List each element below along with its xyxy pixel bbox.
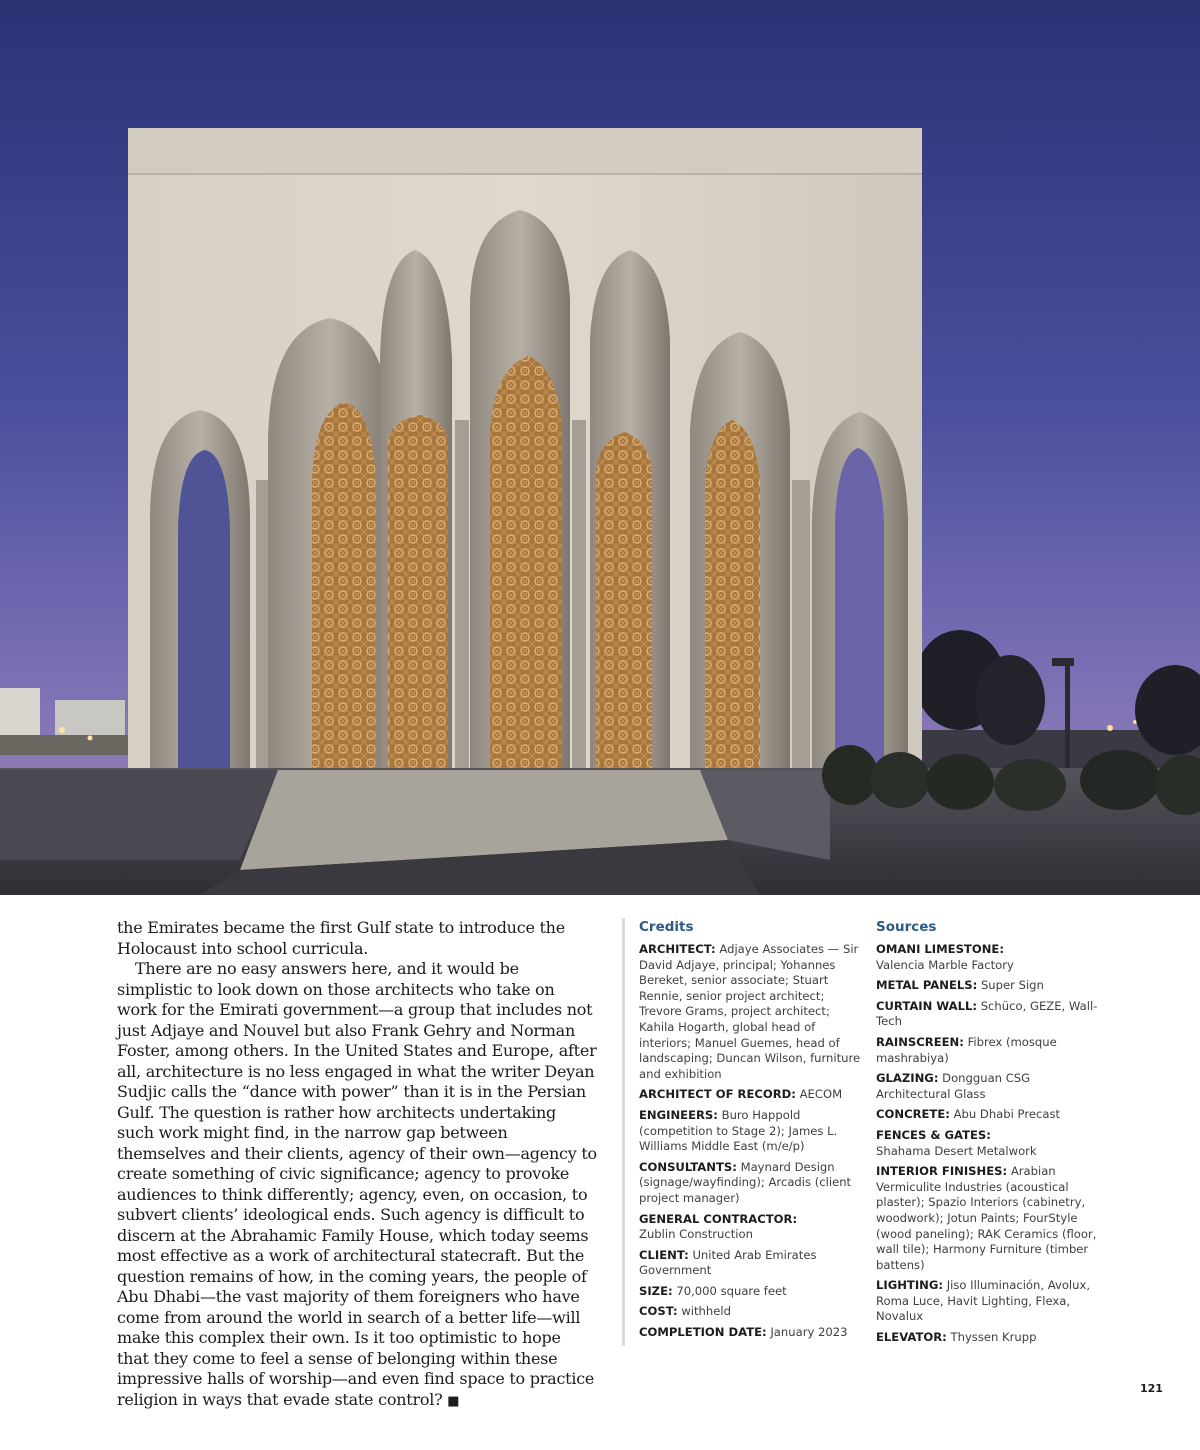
credit-entry-general-contractor <box>639 1212 864 1243</box>
source-value: Jiso Illuminación, Avolux, Roma Luce, Havit Lighting, Flexa, Novalux <box>876 1278 1091 1324</box>
credit-value: Maynard Design (signage/wayfinding); Arcadis (client project manager) <box>639 1159 852 1205</box>
credit-value: AECOM <box>799 1087 843 1102</box>
source-value: Shahama Desert Metalwork <box>876 1143 1037 1158</box>
source-value: Schüco, GEZE, Wall-Tech <box>876 998 1098 1029</box>
sources-column <box>876 918 1108 1351</box>
source-label: CONCRETE: <box>876 1107 950 1122</box>
credit-value: Buro Happold (competition to Stage 2); James L. Williams Middle East (m/e/p) <box>639 1107 838 1154</box>
source-label: RAINSCREEN: <box>876 1034 964 1049</box>
source-label: LIGHTING: <box>876 1278 943 1293</box>
source-entry-lighting <box>876 1278 1108 1325</box>
credit-label: GENERAL CONTRACTOR: <box>639 1211 798 1226</box>
sources-heading: Sources <box>876 919 937 935</box>
source-value: Fibrex (mosque mashrabiya) <box>876 1034 1057 1065</box>
source-label: METAL PANELS: <box>876 978 978 993</box>
credit-entry-architect-of-record <box>639 1087 864 1103</box>
credit-entry-cost <box>639 1304 864 1320</box>
credit-entry-completion-date <box>639 1325 864 1341</box>
credits-column <box>622 918 864 1346</box>
credit-value: 70,000 square feet <box>676 1283 787 1298</box>
source-entry-rainscreen <box>876 1035 1108 1066</box>
credit-label: ARCHITECT: <box>639 942 716 956</box>
credit-entry-engineers <box>639 1108 864 1155</box>
credit-entry-consultants <box>639 1160 864 1207</box>
source-label: OMANI LIMESTONE: <box>876 942 1004 956</box>
source-label: CURTAIN WALL: <box>876 998 978 1013</box>
credit-value: Zublin Construction <box>639 1227 753 1242</box>
source-label: ELEVATOR: <box>876 1330 947 1345</box>
source-label: FENCES & GATES: <box>876 1127 991 1142</box>
credit-label: CLIENT: <box>639 1247 689 1262</box>
source-value: Valencia Marble Factory <box>876 957 1014 972</box>
source-value: Arabian Vermiculite Industries (acoustical plaster); Spazio Interiors (cabinetry, woodwork); Jotun Paints; FourStyle (wood paneling); RAK Ceramics (floor, wall tile); Harmony Furniture (timber battens) <box>876 1164 1097 1272</box>
credit-label: ARCHITECT OF RECORD: <box>639 1087 796 1102</box>
credit-entry-size <box>639 1284 864 1300</box>
source-entry-elevator <box>876 1330 1108 1346</box>
credit-entry-client <box>639 1248 864 1279</box>
source-entry-glazing <box>876 1071 1108 1102</box>
credit-entry-architect <box>639 942 864 1082</box>
credits-heading: Credits <box>639 919 694 935</box>
article-paragraph-2 <box>117 959 597 1412</box>
credit-label: COST: <box>639 1304 678 1319</box>
credit-value: January 2023 <box>770 1325 848 1340</box>
end-mark: ■ <box>447 1393 460 1409</box>
credit-label: SIZE: <box>639 1283 673 1298</box>
page-number: 121 <box>1140 1382 1163 1395</box>
credit-value: United Arab Emirates Government <box>639 1247 817 1278</box>
credit-label: ENGINEERS: <box>639 1107 718 1122</box>
article-paragraph-1: the Emirates became the first Gulf state to introduce the Holocaust into school curricula. <box>117 918 565 958</box>
article-body <box>117 918 597 1412</box>
article-paragraph-2-text: There are no easy answers here, and it would be simplistic to look down on those architects who take on work for the Emirati government—a group that includes not just Adjaye and Nouvel but also Frank Gehry and Norman Foster, among others. In the United States and Europe, after all, architecture is no less engaged in what the writer Deyan Sudjic calls the “dance with power” than it is in the Persian Gulf. The question is rather how architects undertaking such work might find, in the narrow gap between themselves and their clients, agency of their own—agency to create something of civic significance; agency to provoke audiences to think differently; agency, even, on occasion, to subvert clients’ ideological ends. Such agency is difficult to discern at the Abrahamic Family House, which today seems most effective as a work of architectural statecraft. But the question remains of how, in the coming years, the people of Abu Dhabi—the vast majority of them foreigners who have come from around the world in search of a better life—will make this complex their own. Is it too optimistic to hope that they come to feel a sense of belonging within these impressive halls of worship—and even find space to practice religion in ways that evade state control? <box>117 959 597 1409</box>
source-entry-omani-limestone <box>876 942 1108 973</box>
source-entry-concrete <box>876 1107 1108 1123</box>
source-value: Thyssen Krupp <box>950 1330 1037 1345</box>
source-entry-fences-gates <box>876 1128 1108 1159</box>
source-entry-curtain-wall <box>876 999 1108 1030</box>
source-value: Dongguan CSG Architectural Glass <box>876 1071 1031 1101</box>
credit-value: withheld <box>681 1304 731 1319</box>
source-value: Super Sign <box>980 978 1044 993</box>
source-label: INTERIOR FINISHES: <box>876 1164 1008 1179</box>
source-value: Abu Dhabi Precast <box>953 1107 1061 1122</box>
credit-value: Adjaye Associates — Sir David Adjaye, principal; Yohannes Bereket, senior associate; Stuart Rennie, senior project architect; Trevore Grams, project architect; Kahila Hogarth, global head of interiors; Manuel Guemes, head of landscaping; Duncan Wilson, furniture and exhibition <box>639 942 861 1081</box>
source-label: GLAZING: <box>876 1071 939 1086</box>
credit-label: CONSULTANTS: <box>639 1159 737 1174</box>
source-entry-interior-finishes <box>876 1164 1108 1273</box>
source-entry-metal-panels <box>876 978 1108 994</box>
credit-label: COMPLETION DATE: <box>639 1325 767 1340</box>
